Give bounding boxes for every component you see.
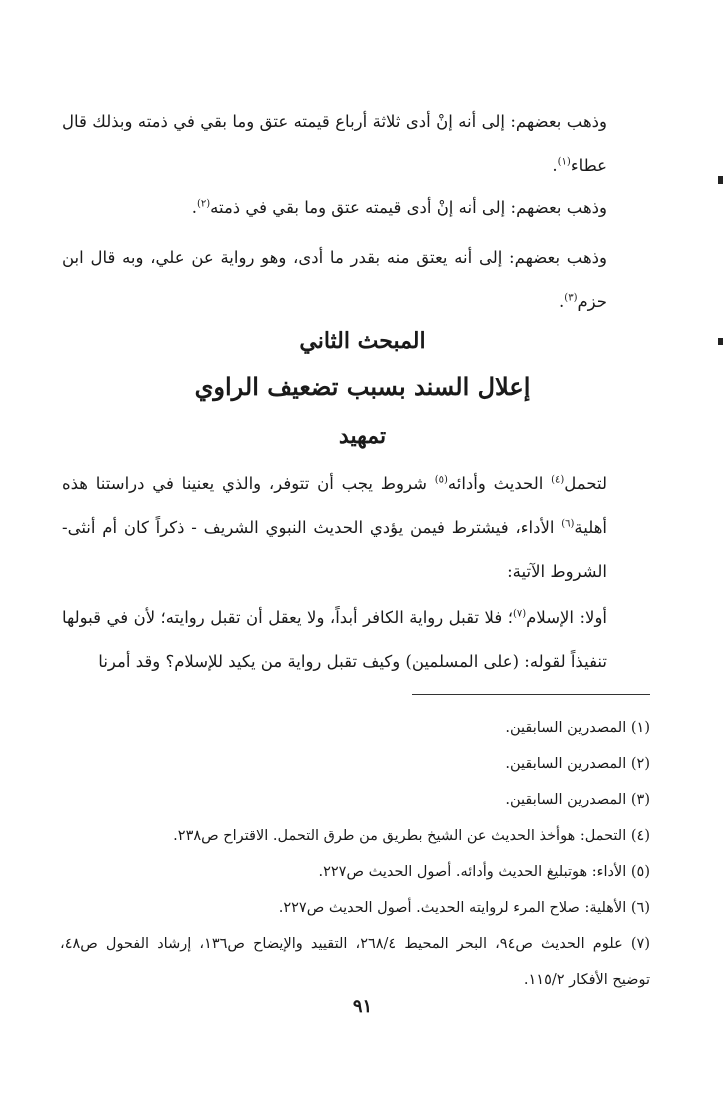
footnote-ref-7: (٧): [512, 608, 527, 620]
paragraph-1-text: وذهب بعضهم: إلى أنه إنْ أدى ثلاثة أرباع قيمته عتق وما بقي في ذمته وبذلك قال عطاء: [62, 112, 607, 175]
paragraph-1: [62, 100, 607, 188]
scan-mark: [718, 338, 723, 345]
footnote-ref-5: (٥): [434, 474, 448, 486]
paragraph-3-text: وذهب بعضهم: إلى أنه يعتق منه بقدر ما أدى، وهو رواية عن علي، وبه قال ابن حزم: [62, 248, 607, 311]
period: .: [559, 292, 565, 311]
footnote-separator: [412, 694, 650, 695]
period: .: [191, 198, 197, 217]
paragraph-3: [62, 236, 607, 324]
paragraph-2-text: وذهب بعضهم: إلى أنه إنْ أدى قيمته عتق وما بقي في ذمته: [210, 198, 607, 217]
text-run: أولا: الإسلام: [526, 608, 607, 627]
footnote-4: (٤) التحمل: هوأخذ الحديث عن الشيخ بطريق من طرق التحمل. الاقتراح ص٢٣٨.: [173, 828, 650, 844]
footnote-ref-3: (٣): [564, 292, 578, 304]
text-run: الحديث وأدائه: [447, 474, 552, 493]
footnote-ref-6: (٦): [561, 518, 575, 530]
chapter-title: إعلال السند بسبب تضعيف الراوي: [194, 372, 531, 401]
footnote-ref-1: (١): [557, 156, 571, 168]
text-run: ؛ فلا تقبل رواية الكافر أبداً، ولا يعقل أن تقبل روايته؛ لأن في قبولها تنفيذاً لقوله: (على المسلمين) وكيف تقبل رواية من يكيد للإسلام؟ وقد أمرنا: [62, 608, 607, 671]
footnote-ref-4: (٤): [551, 474, 565, 486]
text-run: شروط يجب أن تتوفر، والذي يعنينا في دراستنا هذه أهلية: [62, 474, 607, 537]
footnote-5: (٥) الأداء: هوتبليغ الحديث وأدائه. أصول الحديث ص٢٢٧.: [318, 864, 650, 880]
page-number: ٩١: [352, 996, 373, 1017]
section-heading: المبحث الثاني: [299, 328, 426, 354]
footnote-1: (١) المصدرين السابقين.: [505, 720, 650, 736]
subtitle: تمهيد: [338, 423, 387, 449]
footnote-3: (٣) المصدرين السابقين.: [505, 792, 650, 808]
scan-mark: [718, 176, 723, 184]
period: .: [552, 156, 558, 175]
text-run: الأداء، فيشترط فيمن يؤدي الحديث النبوي الشريف - ذكراً كان أم أنثى- الشروط الآتية:: [62, 518, 607, 581]
footnote-7: (٧) علوم الحديث ص٩٤، البحر المحيط ٢٦٨/٤، التقييد والإيضاح ص١٣٦، إرشاد الفحول ص٤٨، توضيح الأفكار ١١٥/٢.: [60, 936, 650, 988]
footnote-ref-2: (٢): [196, 198, 211, 210]
text-run: لتحمل: [564, 474, 607, 493]
footnote-2: (٢) المصدرين السابقين.: [505, 756, 650, 772]
paragraph-5: [62, 596, 607, 684]
footnote-6: (٦) الأهلية: صلاح المرء لروايته الحديث. أصول الحديث ص٢٢٧.: [278, 900, 650, 916]
paragraph-4: [62, 462, 607, 594]
paragraph-2: [62, 186, 607, 230]
